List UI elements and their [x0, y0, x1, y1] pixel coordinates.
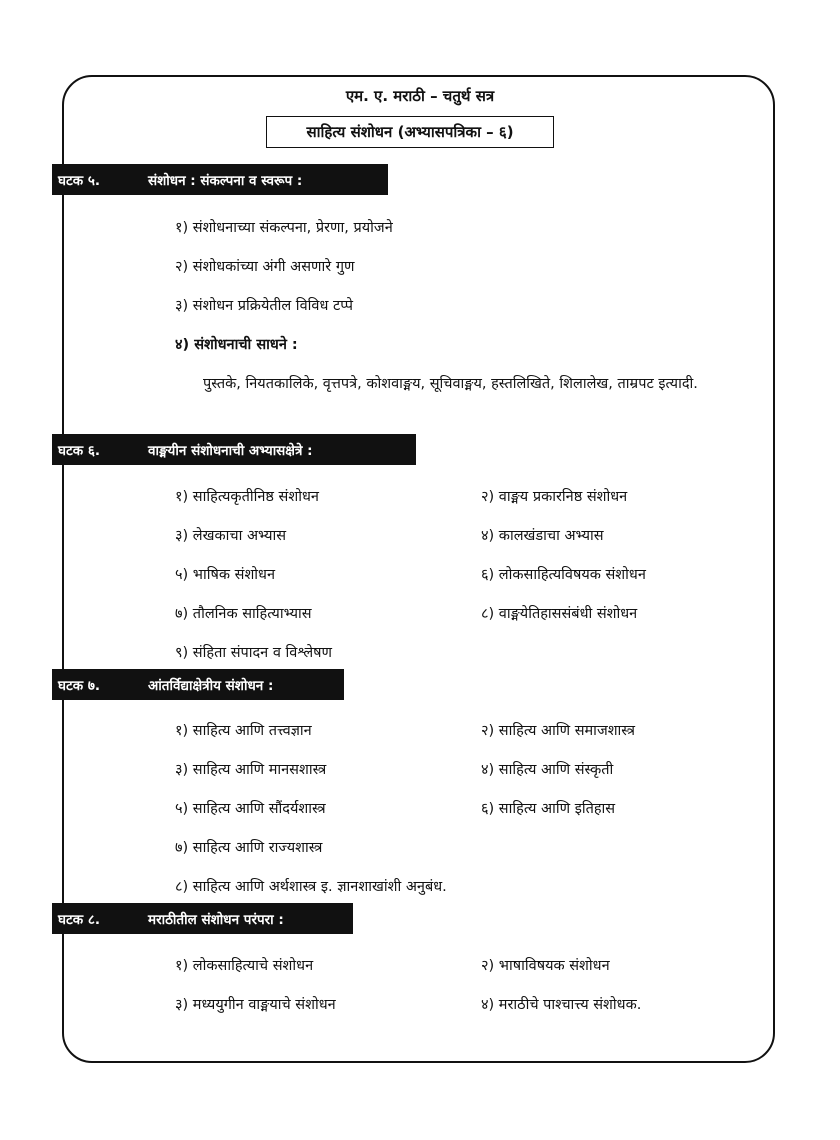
list-item: ३) मध्ययुगीन वाङ्मयाचे संशोधन — [175, 997, 336, 1013]
list-item: २) साहित्य आणि समाजशास्त्र — [481, 723, 635, 739]
list-item: ६) साहित्य आणि इतिहास — [481, 801, 616, 817]
list-item: ६) लोकसाहित्यविषयक संशोधन — [481, 567, 646, 583]
paper-title-box — [266, 116, 554, 148]
list-item: २) वाङ्मय प्रकारनिष्ठ संशोधन — [481, 489, 628, 505]
list-item: १) लोकसाहित्याचे संशोधन — [175, 958, 314, 974]
list-item: ४) कालखंडाचा अभ्यास — [481, 528, 604, 544]
list-item: २) संशोधकांच्या अंगी असणारे गुण — [175, 259, 355, 275]
unit-5-heading — [52, 164, 388, 195]
tools-detail: पुस्तके, नियतकालिके, वृत्तपत्रे, कोशवाङ्मय, सूचिवाङ्मय, हस्तलिखिते, शिलालेख, ताम्रपट इत्यादी. — [203, 376, 698, 392]
list-item: ९) संहिता संपादन व विश्लेषण — [175, 645, 332, 661]
unit-6-heading — [52, 434, 416, 465]
unit-number: घटक ५. — [58, 172, 100, 189]
unit-number: घटक ७. — [58, 677, 100, 694]
list-item: ८) वाङ्मयेतिहाससंबंधी संशोधन — [481, 606, 638, 622]
list-item: ४) संशोधनाची साधने : — [175, 337, 298, 353]
list-item: ३) संशोधन प्रक्रियेतील विविध टप्पे — [175, 298, 353, 314]
list-item: १) साहित्यकृतीनिष्ठ संशोधन — [175, 489, 319, 505]
unit-title: वाङ्मयीन संशोधनाची अभ्यासक्षेत्रे : — [148, 442, 313, 459]
paper-title: साहित्य संशोधन (अभ्यासपत्रिका – ६) — [306, 123, 514, 141]
unit-number: घटक ६. — [58, 442, 100, 459]
list-item: ४) साहित्य आणि संस्कृती — [481, 762, 614, 778]
unit-title: आंतर्विद्याक्षेत्रीय संशोधन : — [148, 677, 274, 694]
course-title: एम. ए. मराठी – चतुर्थ सत्र — [345, 87, 495, 105]
list-item: ५) भाषिक संशोधन — [175, 567, 276, 583]
unit-8-heading — [52, 903, 353, 934]
list-item: ३) लेखकाचा अभ्यास — [175, 528, 287, 544]
unit-number: घटक ८. — [58, 911, 100, 928]
unit-title: मराठीतील संशोधन परंपरा : — [148, 911, 284, 928]
list-item: ३) साहित्य आणि मानसशास्त्र — [175, 762, 327, 778]
list-item: १) साहित्य आणि तत्त्वज्ञान — [175, 723, 312, 739]
list-item: ५) साहित्य आणि सौंदर्यशास्त्र — [175, 801, 326, 817]
list-item: ७) तौलनिक साहित्याभ्यास — [175, 606, 312, 622]
list-item: २) भाषाविषयक संशोधन — [481, 958, 610, 974]
list-item: ७) साहित्य आणि राज्यशास्त्र — [175, 840, 323, 856]
list-item: १) संशोधनाच्या संकल्पना, प्रेरणा, प्रयोजने — [175, 220, 393, 236]
unit-title: संशोधन : संकल्पना व स्वरूप : — [148, 172, 303, 189]
list-item: ८) साहित्य आणि अर्थशास्त्र इ. ज्ञानशाखांशी अनुबंध. — [175, 879, 447, 895]
list-item: ४) मराठीचे पाश्चात्त्य संशोधक. — [481, 997, 642, 1013]
unit-7-heading — [52, 669, 344, 700]
